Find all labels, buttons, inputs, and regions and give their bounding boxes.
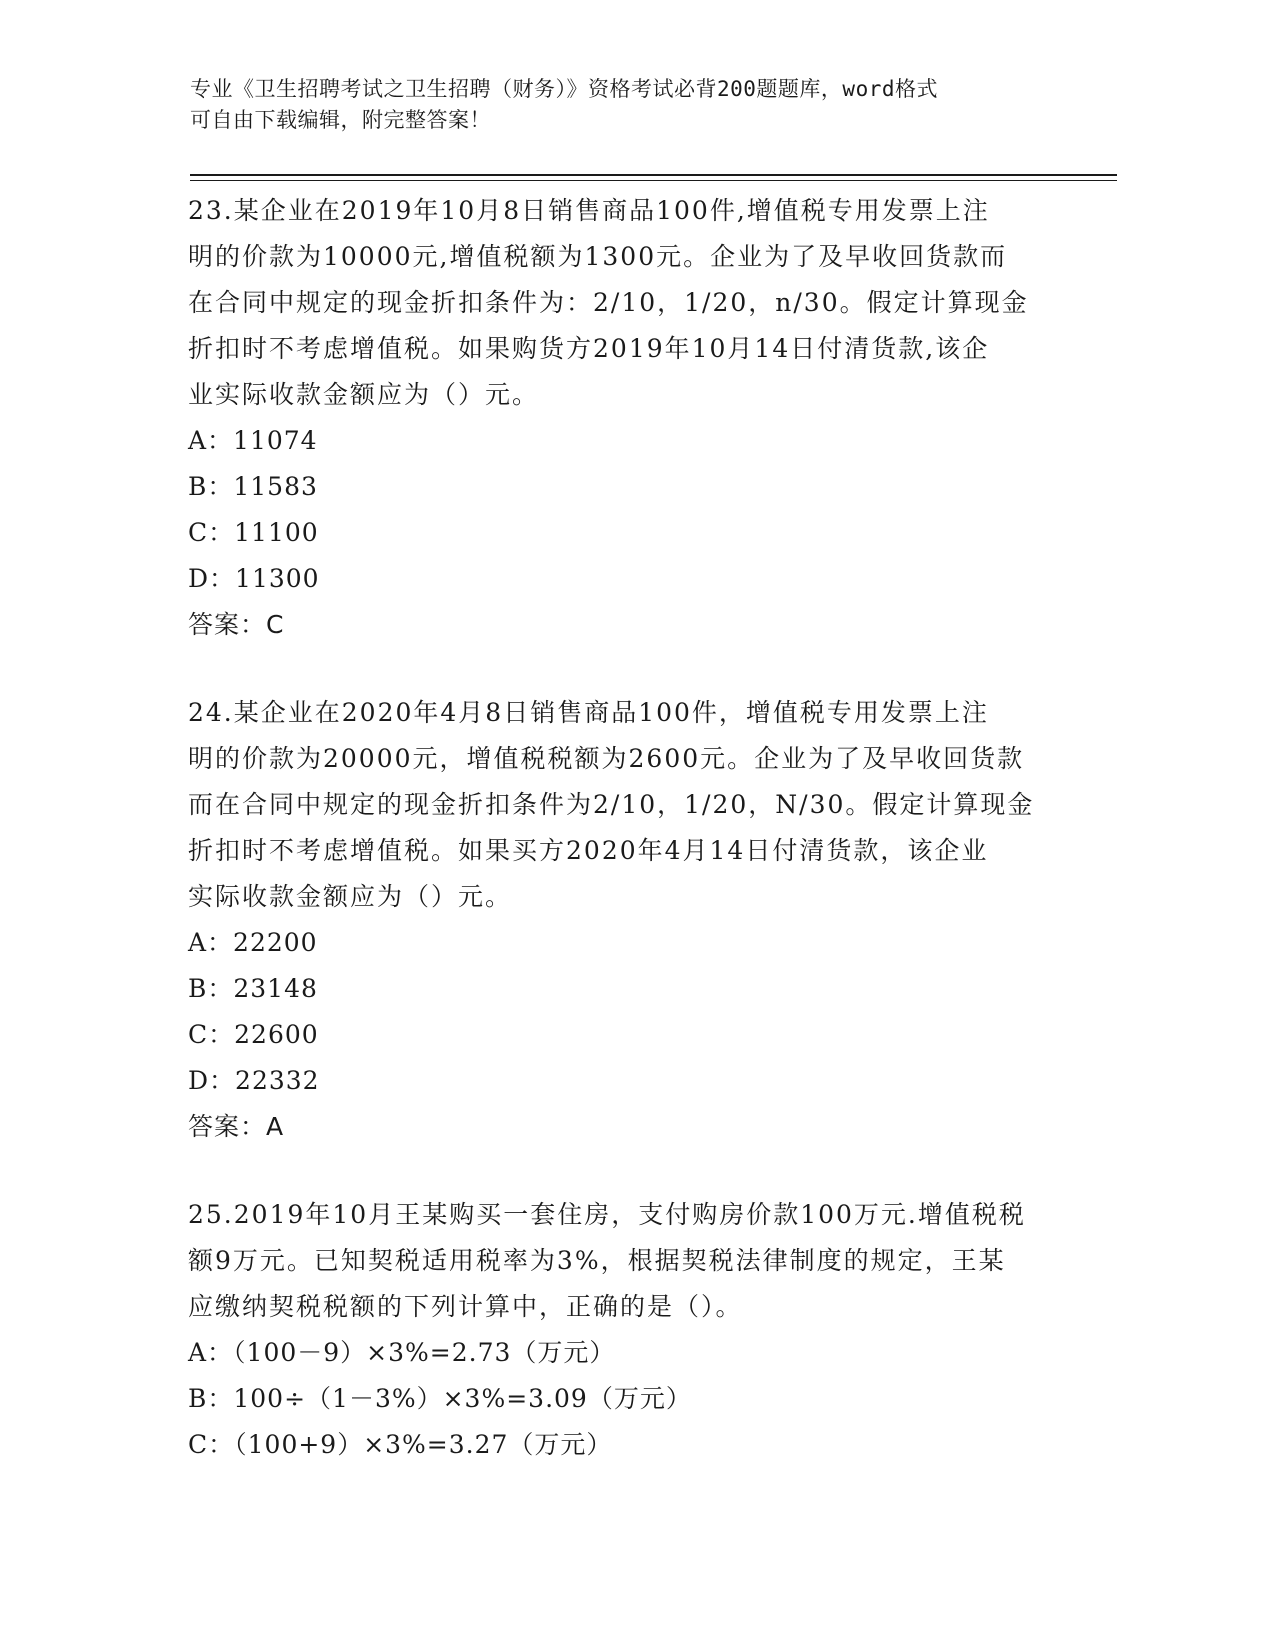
option-c: C：11100: [188, 518, 319, 547]
stem-line: 折扣时不考虑增值税。如果购货方2019年10月14日付清货款,该企: [188, 334, 990, 363]
question-stem: [188, 690, 1088, 920]
answer-line: 答案：C: [188, 610, 285, 639]
option-a: A：11074: [188, 426, 318, 455]
answer-line: 答案：A: [188, 1112, 285, 1141]
question-stem: [188, 1192, 1088, 1330]
option-d: D：22332: [188, 1066, 320, 1095]
document-header: [190, 74, 1090, 136]
stem-line: 业实际收款金额应为（）元。: [188, 380, 540, 409]
stem-line: 明的价款为20000元，增值税税额为2600元。企业为了及早收回货款: [188, 744, 1025, 773]
stem-line: 而在合同中规定的现金折扣条件为2/10，1/20，N/30。假定计算现金: [188, 790, 1035, 819]
stem-line: 折扣时不考虑增值税。如果买方2020年4月14日付清货款，该企业: [188, 836, 989, 865]
stem-line: 在合同中规定的现金折扣条件为：2/10，1/20，n/30。假定计算现金: [188, 288, 1029, 317]
question-25: [188, 1192, 1088, 1468]
option-d: D：11300: [188, 564, 320, 593]
option-c: C：22600: [188, 1020, 319, 1049]
option-b: B：100÷（1－3%）×3%=3.09（万元）: [188, 1384, 692, 1413]
option-c: C：（100+9）×3%=3.27（万元）: [188, 1430, 613, 1459]
option-a: A：22200: [188, 928, 318, 957]
stem-line: 额9万元。已知契税适用税率为3%，根据契税法律制度的规定，王某: [188, 1246, 1006, 1275]
header-line-2: 可自由下载编辑，附完整答案！: [190, 108, 491, 132]
option-b: B：23148: [188, 974, 318, 1003]
stem-line: 23.某企业在2019年10月8日销售商品100件,增值税专用发票上注: [188, 196, 990, 225]
stem-line: 明的价款为10000元,增值税额为1300元。企业为了及早收回货款而: [188, 242, 1008, 271]
option-a: A：（100－9）×3%=2.73（万元）: [188, 1338, 616, 1367]
header-divider-thin: [190, 180, 1117, 181]
header-divider-thick: [190, 174, 1117, 176]
question-24: [188, 690, 1088, 1150]
option-b: B：11583: [188, 472, 318, 501]
stem-line: 实际收款金额应为（）元。: [188, 882, 513, 911]
header-line-1: 专业《卫生招聘考试之卫生招聘（财务）》资格考试必背200题题库，word格式: [190, 77, 938, 101]
stem-line: 应缴纳契税税额的下列计算中，正确的是（）。: [188, 1292, 743, 1321]
question-stem: [188, 188, 1088, 418]
stem-line: 24.某企业在2020年4月8日销售商品100件，增值税专用发票上注: [188, 698, 989, 727]
question-23: [188, 188, 1088, 648]
stem-line: 25.2019年10月王某购买一套住房，支付购房价款100万元.增值税税: [188, 1200, 1026, 1229]
